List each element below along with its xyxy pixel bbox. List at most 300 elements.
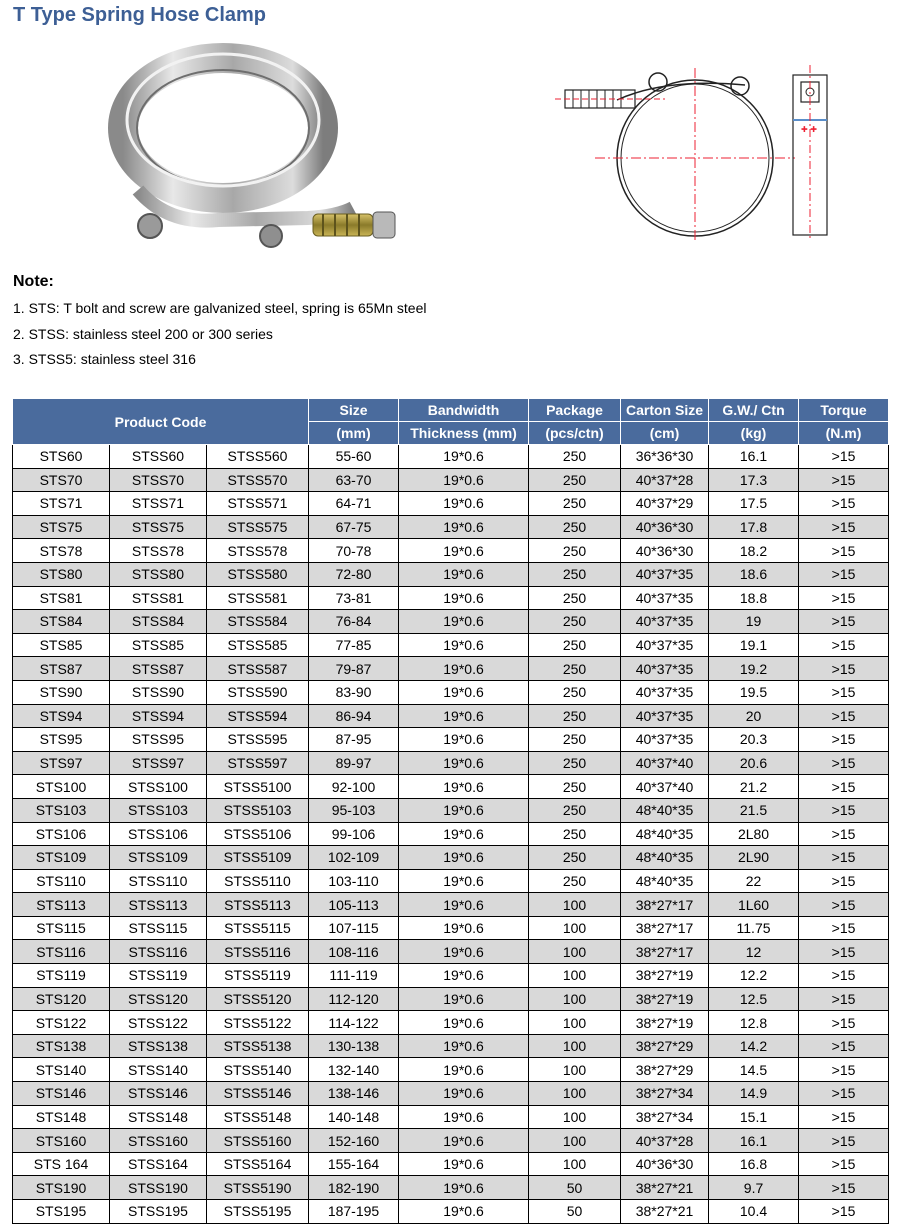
cell-stss-code: STSS195 [110,1200,207,1224]
cell-gross-weight: 17.8 [709,515,799,539]
cell-package: 250 [529,704,621,728]
cell-sts-code: STS113 [13,893,110,917]
cell-torque: >15 [799,468,889,492]
header-bandwidth: Bandwidth [399,399,529,422]
cell-bandwidth: 19*0.6 [399,657,529,681]
cell-stss5-code: STSS5115 [207,916,309,940]
header-product-code: Product Code [13,399,309,445]
cell-package: 250 [529,633,621,657]
cell-size: 138-146 [309,1082,399,1106]
cell-carton-size: 40*37*35 [621,586,709,610]
cell-gross-weight: 14.2 [709,1034,799,1058]
cell-size: 187-195 [309,1200,399,1224]
cell-stss5-code: STSS5140 [207,1058,309,1082]
table-row [13,1034,889,1058]
cell-gross-weight: 9.7 [709,1176,799,1200]
cell-torque: >15 [799,798,889,822]
cell-bandwidth: 19*0.6 [399,586,529,610]
cell-stss5-code: STSS597 [207,751,309,775]
cell-size: 92-100 [309,775,399,799]
cell-sts-code: STS71 [13,492,110,516]
cell-stss-code: STSS109 [110,846,207,870]
cell-stss-code: STSS71 [110,492,207,516]
cell-size: 152-160 [309,1129,399,1153]
cell-torque: >15 [799,1105,889,1129]
cell-carton-size: 40*37*40 [621,775,709,799]
cell-carton-size: 40*37*35 [621,704,709,728]
table-row [13,869,889,893]
header-carton-unit: (cm) [621,422,709,445]
cell-gross-weight: 11.75 [709,916,799,940]
cell-stss5-code: STSS575 [207,515,309,539]
cell-torque: >15 [799,445,889,469]
cell-torque: >15 [799,775,889,799]
cell-sts-code: STS106 [13,822,110,846]
cell-bandwidth: 19*0.6 [399,964,529,988]
cell-stss-code: STSS90 [110,680,207,704]
cell-torque: >15 [799,940,889,964]
cell-gross-weight: 18.6 [709,562,799,586]
cell-sts-code: STS95 [13,728,110,752]
cell-gross-weight: 17.3 [709,468,799,492]
table-row [13,562,889,586]
cell-stss5-code: STSS594 [207,704,309,728]
table-row [13,1200,889,1224]
table-row [13,657,889,681]
table-row [13,586,889,610]
table-row [13,964,889,988]
cell-stss5-code: STSS5190 [207,1176,309,1200]
cell-stss-code: STSS190 [110,1176,207,1200]
header-bandwidth-unit: Thickness (mm) [399,422,529,445]
cell-torque: >15 [799,1082,889,1106]
cell-size: 114-122 [309,1011,399,1035]
cell-carton-size: 40*37*35 [621,728,709,752]
cell-size: 182-190 [309,1176,399,1200]
cell-package: 100 [529,916,621,940]
cell-stss-code: STSS94 [110,704,207,728]
cell-sts-code: STS120 [13,987,110,1011]
cell-torque: >15 [799,846,889,870]
note-item: 2. STSS: stainless steel 200 or 300 series [13,326,273,342]
header-package: Package [529,399,621,422]
cell-carton-size: 38*27*21 [621,1200,709,1224]
cell-carton-size: 40*37*29 [621,492,709,516]
cell-carton-size: 40*36*30 [621,515,709,539]
cell-bandwidth: 19*0.6 [399,775,529,799]
table-row [13,1129,889,1153]
cell-torque: >15 [799,515,889,539]
cell-stss-code: STSS116 [110,940,207,964]
cell-gross-weight: 15.1 [709,1105,799,1129]
cell-gross-weight: 20 [709,704,799,728]
cell-carton-size: 40*37*35 [621,610,709,634]
cell-torque: >15 [799,704,889,728]
cell-torque: >15 [799,1152,889,1176]
table-row [13,633,889,657]
cell-stss5-code: STSS5138 [207,1034,309,1058]
cell-package: 250 [529,468,621,492]
cell-sts-code: STS70 [13,468,110,492]
cell-stss-code: STSS70 [110,468,207,492]
cell-bandwidth: 19*0.6 [399,916,529,940]
cell-size: 55-60 [309,445,399,469]
cell-package: 100 [529,964,621,988]
cell-torque: >15 [799,869,889,893]
cell-gross-weight: 16.1 [709,1129,799,1153]
cell-stss5-code: STSS587 [207,657,309,681]
cell-stss-code: STSS85 [110,633,207,657]
cell-carton-size: 38*27*19 [621,1011,709,1035]
cell-stss5-code: STSS581 [207,586,309,610]
cell-sts-code: STS103 [13,798,110,822]
cell-stss5-code: STSS5106 [207,822,309,846]
header-size-unit: (mm) [309,422,399,445]
table-row [13,610,889,634]
cell-carton-size: 40*37*40 [621,751,709,775]
cell-size: 86-94 [309,704,399,728]
cell-size: 72-80 [309,562,399,586]
cell-sts-code: STS148 [13,1105,110,1129]
cell-size: 63-70 [309,468,399,492]
table-row [13,846,889,870]
cell-gross-weight: 20.6 [709,751,799,775]
cell-stss5-code: STSS5195 [207,1200,309,1224]
cell-gross-weight: 14.5 [709,1058,799,1082]
cell-size: 76-84 [309,610,399,634]
cell-torque: >15 [799,680,889,704]
cell-sts-code: STS195 [13,1200,110,1224]
cell-sts-code: STS81 [13,586,110,610]
cell-size: 83-90 [309,680,399,704]
table-row [13,1011,889,1035]
cell-stss-code: STSS75 [110,515,207,539]
cell-gross-weight: 16.8 [709,1152,799,1176]
cell-bandwidth: 19*0.6 [399,869,529,893]
cell-torque: >15 [799,1011,889,1035]
cell-gross-weight: 12.2 [709,964,799,988]
cell-size: 70-78 [309,539,399,563]
cell-stss-code: STSS119 [110,964,207,988]
note-heading: Note: [13,273,54,290]
cell-carton-size: 38*27*34 [621,1082,709,1106]
cell-stss5-code: STSS584 [207,610,309,634]
cell-stss-code: STSS80 [110,562,207,586]
header-gw-unit: (kg) [709,422,799,445]
cell-sts-code: STS94 [13,704,110,728]
cell-sts-code: STS160 [13,1129,110,1153]
cell-carton-size: 40*37*28 [621,1129,709,1153]
cell-size: 64-71 [309,492,399,516]
cell-bandwidth: 19*0.6 [399,680,529,704]
cell-carton-size: 38*27*17 [621,893,709,917]
cell-bandwidth: 19*0.6 [399,562,529,586]
header-torque-unit: (N.m) [799,422,889,445]
cell-package: 250 [529,515,621,539]
cell-bandwidth: 19*0.6 [399,1176,529,1200]
cell-size: 107-115 [309,916,399,940]
header-package-unit: (pcs/ctn) [529,422,621,445]
cell-torque: >15 [799,633,889,657]
cell-sts-code: STS109 [13,846,110,870]
cell-package: 250 [529,869,621,893]
cell-torque: >15 [799,987,889,1011]
cell-gross-weight: 20.3 [709,728,799,752]
cell-stss5-code: STSS580 [207,562,309,586]
technical-drawing [555,60,840,240]
cell-gross-weight: 19.5 [709,680,799,704]
cell-carton-size: 48*40*35 [621,822,709,846]
cell-carton-size: 38*27*19 [621,987,709,1011]
table-row [13,798,889,822]
cell-sts-code: STS122 [13,1011,110,1035]
table-row [13,539,889,563]
cell-torque: >15 [799,586,889,610]
cell-bandwidth: 19*0.6 [399,445,529,469]
cell-sts-code: STS116 [13,940,110,964]
cell-bandwidth: 19*0.6 [399,728,529,752]
cell-stss5-code: STSS5146 [207,1082,309,1106]
cell-package: 250 [529,539,621,563]
cell-size: 111-119 [309,964,399,988]
table-row [13,1176,889,1200]
cell-torque: >15 [799,492,889,516]
table-row [13,751,889,775]
cell-sts-code: STS115 [13,916,110,940]
cell-size: 73-81 [309,586,399,610]
cell-sts-code: STS138 [13,1034,110,1058]
cell-stss5-code: STSS5164 [207,1152,309,1176]
cell-bandwidth: 19*0.6 [399,1034,529,1058]
cell-stss5-code: STSS560 [207,445,309,469]
cell-torque: >15 [799,916,889,940]
cell-stss-code: STSS140 [110,1058,207,1082]
cell-torque: >15 [799,893,889,917]
cell-stss-code: STSS84 [110,610,207,634]
cell-size: 112-120 [309,987,399,1011]
cell-carton-size: 36*36*30 [621,445,709,469]
cell-stss-code: STSS78 [110,539,207,563]
cell-size: 105-113 [309,893,399,917]
cell-stss5-code: STSS5110 [207,869,309,893]
cell-carton-size: 40*36*30 [621,539,709,563]
cell-torque: >15 [799,562,889,586]
cell-stss5-code: STSS585 [207,633,309,657]
cell-package: 100 [529,893,621,917]
cell-carton-size: 38*27*17 [621,940,709,964]
cell-package: 250 [529,445,621,469]
cell-package: 250 [529,798,621,822]
cell-torque: >15 [799,728,889,752]
cell-carton-size: 40*36*30 [621,1152,709,1176]
table-row [13,916,889,940]
cell-package: 100 [529,940,621,964]
cell-bandwidth: 19*0.6 [399,751,529,775]
cell-package: 100 [529,1058,621,1082]
table-row [13,940,889,964]
cell-bandwidth: 19*0.6 [399,610,529,634]
cell-gross-weight: 2L80 [709,822,799,846]
cell-torque: >15 [799,1129,889,1153]
cell-stss-code: STSS110 [110,869,207,893]
cell-carton-size: 38*27*19 [621,964,709,988]
cell-size: 140-148 [309,1105,399,1129]
cell-stss-code: STSS60 [110,445,207,469]
cell-size: 95-103 [309,798,399,822]
cell-stss5-code: STSS5113 [207,893,309,917]
cell-carton-size: 40*37*35 [621,633,709,657]
cell-sts-code: STS 164 [13,1152,110,1176]
header-size: Size [309,399,399,422]
cell-package: 250 [529,610,621,634]
cell-gross-weight: 14.9 [709,1082,799,1106]
cell-bandwidth: 19*0.6 [399,633,529,657]
cell-bandwidth: 19*0.6 [399,1200,529,1224]
table-row [13,445,889,469]
cell-size: 130-138 [309,1034,399,1058]
cell-package: 250 [529,492,621,516]
table-row [13,468,889,492]
cell-carton-size: 38*27*17 [621,916,709,940]
cell-torque: >15 [799,1176,889,1200]
cell-torque: >15 [799,822,889,846]
cell-stss5-code: STSS5160 [207,1129,309,1153]
cell-gross-weight: 12 [709,940,799,964]
cell-gross-weight: 12.8 [709,1011,799,1035]
cell-package: 100 [529,1034,621,1058]
cell-sts-code: STS90 [13,680,110,704]
cell-gross-weight: 19 [709,610,799,634]
cell-bandwidth: 19*0.6 [399,940,529,964]
cell-carton-size: 48*40*35 [621,846,709,870]
cell-bandwidth: 19*0.6 [399,822,529,846]
cell-stss5-code: STSS578 [207,539,309,563]
cell-stss5-code: STSS5120 [207,987,309,1011]
cell-sts-code: STS80 [13,562,110,586]
cell-size: 132-140 [309,1058,399,1082]
cell-stss-code: STSS95 [110,728,207,752]
cell-bandwidth: 19*0.6 [399,492,529,516]
cell-size: 67-75 [309,515,399,539]
cell-sts-code: STS87 [13,657,110,681]
cell-sts-code: STS97 [13,751,110,775]
cell-sts-code: STS110 [13,869,110,893]
cell-sts-code: STS85 [13,633,110,657]
cell-torque: >15 [799,964,889,988]
table-row [13,775,889,799]
cell-torque: >15 [799,1200,889,1224]
cell-sts-code: STS60 [13,445,110,469]
cell-size: 77-85 [309,633,399,657]
cell-size: 103-110 [309,869,399,893]
header-torque: Torque [799,399,889,422]
cell-carton-size: 38*27*21 [621,1176,709,1200]
cell-package: 100 [529,987,621,1011]
cell-package: 250 [529,680,621,704]
cell-stss-code: STSS120 [110,987,207,1011]
cell-package: 250 [529,562,621,586]
cell-torque: >15 [799,1034,889,1058]
cell-carton-size: 40*37*35 [621,657,709,681]
cell-bandwidth: 19*0.6 [399,468,529,492]
cell-gross-weight: 21.2 [709,775,799,799]
cell-stss-code: STSS97 [110,751,207,775]
cell-stss5-code: STSS5148 [207,1105,309,1129]
cell-stss5-code: STSS595 [207,728,309,752]
cell-package: 100 [529,1129,621,1153]
cell-gross-weight: 1L60 [709,893,799,917]
cell-gross-weight: 17.5 [709,492,799,516]
cell-stss-code: STSS103 [110,798,207,822]
cell-bandwidth: 19*0.6 [399,1129,529,1153]
cell-stss5-code: STSS570 [207,468,309,492]
table-row [13,1105,889,1129]
cell-bandwidth: 19*0.6 [399,1152,529,1176]
table-row [13,822,889,846]
cell-carton-size: 38*27*34 [621,1105,709,1129]
cell-bandwidth: 19*0.6 [399,1058,529,1082]
header-carton: Carton Size [621,399,709,422]
table-row [13,987,889,1011]
cell-package: 100 [529,1082,621,1106]
cell-carton-size: 40*37*35 [621,680,709,704]
cell-package: 250 [529,751,621,775]
cell-bandwidth: 19*0.6 [399,539,529,563]
table-row [13,515,889,539]
cell-stss5-code: STSS5122 [207,1011,309,1035]
cell-sts-code: STS100 [13,775,110,799]
cell-bandwidth: 19*0.6 [399,515,529,539]
cell-package: 100 [529,1105,621,1129]
cell-bandwidth: 19*0.6 [399,798,529,822]
cell-stss-code: STSS106 [110,822,207,846]
cell-gross-weight: 22 [709,869,799,893]
table-row [13,492,889,516]
cell-sts-code: STS75 [13,515,110,539]
cell-carton-size: 40*37*35 [621,562,709,586]
cell-stss-code: STSS146 [110,1082,207,1106]
cell-package: 250 [529,775,621,799]
cell-package: 250 [529,846,621,870]
cell-sts-code: STS78 [13,539,110,563]
svg-text:✚ ✚: ✚ ✚ [801,125,817,134]
cell-gross-weight: 12.5 [709,987,799,1011]
cell-stss-code: STSS100 [110,775,207,799]
cell-stss-code: STSS115 [110,916,207,940]
table-row [13,680,889,704]
cell-bandwidth: 19*0.6 [399,1011,529,1035]
cell-carton-size: 38*27*29 [621,1034,709,1058]
cell-size: 99-106 [309,822,399,846]
cell-package: 250 [529,586,621,610]
cell-package: 250 [529,728,621,752]
cell-size: 87-95 [309,728,399,752]
cell-stss-code: STSS148 [110,1105,207,1129]
cell-gross-weight: 19.2 [709,657,799,681]
cell-package: 100 [529,1152,621,1176]
cell-size: 155-164 [309,1152,399,1176]
table-row [13,704,889,728]
cell-size: 79-87 [309,657,399,681]
note-item: 1. STS: T bolt and screw are galvanized steel, spring is 65Mn steel [13,300,427,316]
cell-package: 50 [529,1176,621,1200]
cell-stss5-code: STSS5116 [207,940,309,964]
cell-size: 102-109 [309,846,399,870]
cell-stss-code: STSS81 [110,586,207,610]
cell-package: 250 [529,822,621,846]
cell-bandwidth: 19*0.6 [399,1105,529,1129]
table-row [13,1058,889,1082]
